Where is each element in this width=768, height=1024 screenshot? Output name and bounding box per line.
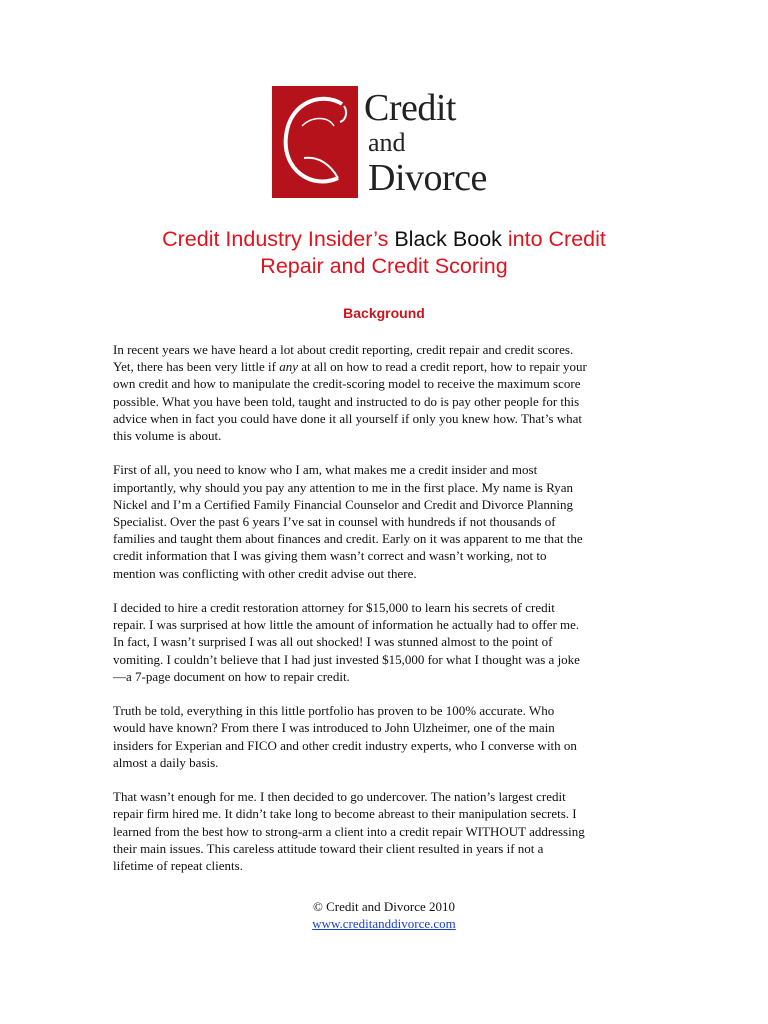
title-part-3: into Credit xyxy=(507,227,606,251)
text-line: mention was conflicting with other credit advise out there. xyxy=(113,565,417,581)
logo-word-credit: Credit xyxy=(364,87,456,129)
title-line-2: Repair and Credit Scoring xyxy=(260,254,508,278)
body-text xyxy=(113,341,658,891)
title-part-black-book: Black Book xyxy=(394,227,502,251)
text-line: Nickel and I’m a Certified Family Financial Counselor and Credit and Divorce Planning xyxy=(113,496,573,512)
text-line: almost a daily basis. xyxy=(113,754,219,770)
title-part-1: Credit Industry Insider’s xyxy=(162,227,389,251)
text-line: repair firm hired me. It didn’t take long to become abreast to their manipulation secrets. I xyxy=(113,806,577,822)
text-line: In fact, I wasn’t surprised I was all out shocked! I was stunned almost to the point of xyxy=(113,634,553,650)
text-line: That wasn’t enough for me. I then decided to go undercover. The nation’s largest credit xyxy=(113,789,566,805)
text-line: own credit and how to manipulate the credit-scoring model to receive the maximum score xyxy=(113,376,581,392)
script-c-icon xyxy=(272,86,358,198)
logo-word-and: and xyxy=(368,128,406,157)
text-line: Yet, there has been very little if any at all on how to read a credit report, how to repair your xyxy=(113,359,587,375)
footer xyxy=(0,898,768,932)
text-line: possible. What you have been told, taught and instructed to do is pay other people for this xyxy=(113,393,580,409)
text-line: Truth be told, everything in this little portfolio has proven to be 100% accurate. Who xyxy=(113,703,555,719)
text-line: learned from the best how to strong-arm a client into a credit repair WITHOUT addressing xyxy=(113,823,585,839)
emphasis: any xyxy=(279,359,298,375)
text-line: lifetime of repeat clients. xyxy=(113,858,243,874)
text-line: advice when in fact you could have done it all yourself if only you knew how. That’s what xyxy=(113,410,582,426)
text-line: importantly, why should you pay any attention to me in the first place. My name is Ryan xyxy=(113,479,574,495)
text-line: —a 7-page document on how to repair credit. xyxy=(113,668,350,684)
logo-word-divorce: Divorce xyxy=(368,157,487,199)
text-line: this volume is about. xyxy=(113,428,222,444)
logo xyxy=(272,86,512,200)
text-line: their main issues. This careless attitude toward their client resulted in years if not a xyxy=(113,840,544,856)
text-line: Specialist. Over the past 6 years I’ve sat in counsel with hundreds if not thousands of xyxy=(113,514,556,530)
paragraph xyxy=(113,461,658,581)
copyright-text: © Credit and Divorce 2010 xyxy=(312,899,455,914)
document-title xyxy=(60,226,708,280)
website-link[interactable]: www.creditanddivorce.com xyxy=(312,916,456,931)
paragraph xyxy=(113,341,658,444)
paragraph xyxy=(113,702,658,771)
text-line: vomiting. I couldn’t believe that I had just invested $15,000 for what I thought was a joke xyxy=(113,651,580,667)
text-line: In recent years we have heard a lot about credit reporting, credit repair and credit scores. xyxy=(113,342,574,357)
text-line: would have known? From there I was introduced to John Ulzheimer, one of the main xyxy=(113,720,555,736)
text-line: credit information that I was giving them wasn’t correct and wasn’t working, not to xyxy=(113,548,547,564)
text-line: I decided to hire a credit restoration attorney for $15,000 to learn his secrets of credit xyxy=(113,600,555,616)
section-heading: Background xyxy=(343,305,425,321)
paragraph xyxy=(113,788,658,874)
text-line: First of all, you need to know who I am, what makes me a credit insider and most xyxy=(113,462,538,478)
text-line: insiders for Experian and FICO and other credit industry experts, who I converse with on xyxy=(113,737,577,753)
text-line: families and taught them about finances and credit. Early on it was apparent to me that the xyxy=(113,531,583,547)
paragraph xyxy=(113,599,658,685)
logo-emblem xyxy=(272,86,358,198)
text-line: repair. I was surprised at how little the amount of information he actually had to offer me. xyxy=(113,617,580,633)
